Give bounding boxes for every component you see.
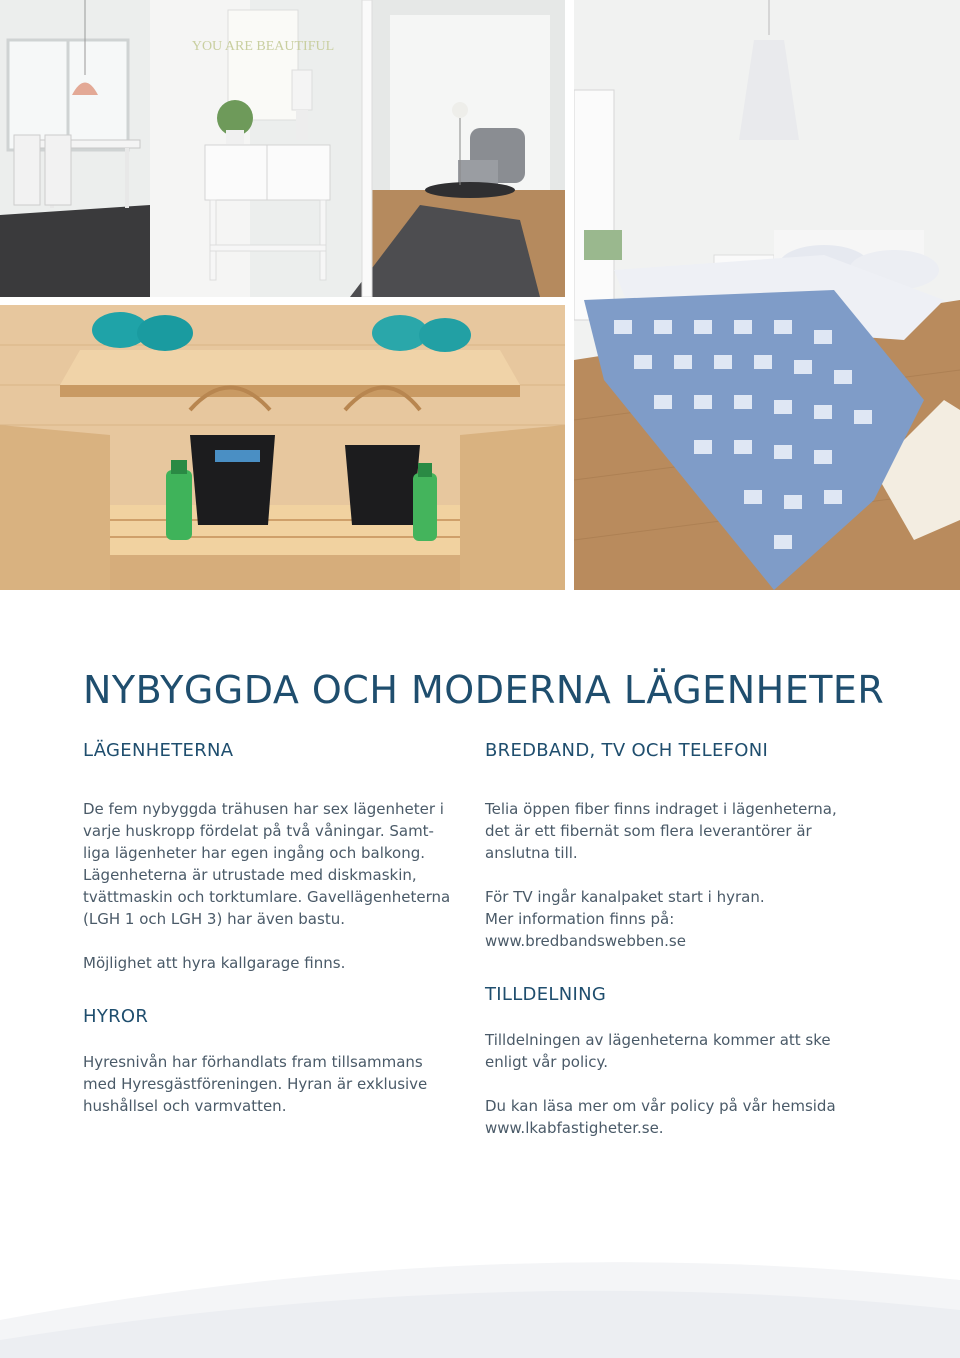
- policy-paragraph: [485, 1095, 861, 1139]
- text-line: Telia öppen fiber finns indraget i lägenheterna,: [485, 800, 837, 818]
- wall-poster: YOU ARE BEAUTIFUL: [191, 39, 335, 54]
- text-line: Tilldelningen av lägenheterna kommer att ske: [485, 1031, 831, 1049]
- heading-bredband: BREDBAND, TV OCH TELEFONI: [485, 740, 769, 761]
- text-line: hushållsel och varmvatten.: [83, 1097, 287, 1115]
- text-line: liga lägenheter har egen ingång och balkong.: [83, 844, 425, 862]
- right-column: [485, 738, 861, 1139]
- kallgarage-paragraph: Möjlighet att hyra kallgarage finns.: [83, 954, 346, 972]
- heading-lagenheterna: LÄGENHETERNA: [83, 740, 234, 761]
- photo-bedroom: [574, 0, 960, 590]
- photo-living-room: [0, 0, 565, 297]
- text-line: med Hyresgästföreningen. Hyran är exklusive: [83, 1075, 428, 1093]
- tv-paragraph: [485, 886, 861, 952]
- lkabfastigheter-link[interactable]: www.lkabfastigheter.se.: [485, 1119, 664, 1137]
- hyror-paragraph: [83, 1051, 459, 1117]
- bredbandswebben-link[interactable]: www.bredbandswebben.se: [485, 932, 686, 950]
- decorative-wave: [0, 1240, 960, 1358]
- text-line: tvättmaskin och torktumlare. Gavellägenheterna: [83, 888, 451, 906]
- text-line: Hyresnivån har förhandlats fram tillsammans: [83, 1053, 423, 1071]
- text-line: enligt vår policy.: [485, 1053, 609, 1071]
- left-column: [83, 738, 459, 1117]
- tilldelning-paragraph: [485, 1029, 861, 1073]
- text-line: (LGH 1 och LGH 3) har även bastu.: [83, 910, 345, 928]
- text-line: anslutna till.: [485, 844, 578, 862]
- lagenheterna-paragraph: [83, 798, 459, 930]
- text-line: De fem nybyggda trähusen har sex lägenheter i: [83, 800, 444, 818]
- photo-sauna: [0, 305, 565, 590]
- bredband-paragraph: [485, 798, 861, 864]
- text-line: Du kan läsa mer om vår policy på vår hemsida: [485, 1097, 836, 1115]
- heading-tilldelning: TILLDELNING: [485, 984, 607, 1005]
- text-line: Mer information finns på:: [485, 910, 675, 928]
- text-line: Lägenheterna är utrustade med diskmaskin,: [83, 866, 417, 884]
- text-line: det är ett fibernät som flera leverantörer är: [485, 822, 812, 840]
- text-line: För TV ingår kanalpaket start i hyran.: [485, 888, 765, 906]
- text-line: varje huskropp fördelat på två våningar. Samt-: [83, 822, 434, 840]
- page-title: NYBYGGDA OCH MODERNA LÄGENHETER: [83, 668, 885, 712]
- heading-hyror: HYROR: [83, 1006, 149, 1027]
